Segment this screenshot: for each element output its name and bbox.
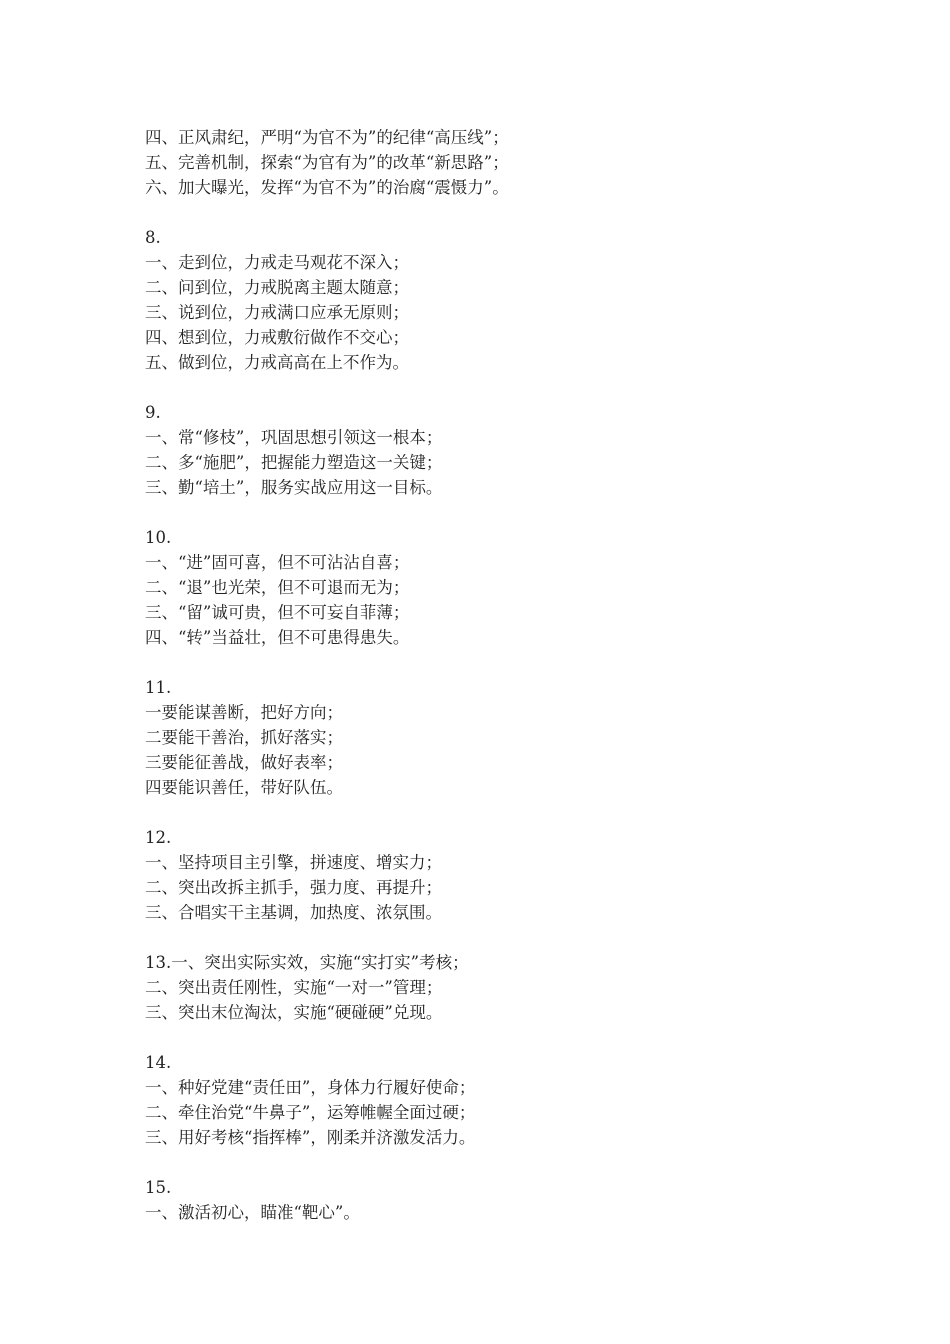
paragraph-spacer [145,375,845,400]
text-line: 一要能谋善断，把好方向； [145,703,343,722]
text-block [145,950,845,1025]
text-line: 9. [145,403,161,422]
text-block [145,1050,845,1150]
text-line: 三要能征善战，做好表率； [145,753,343,772]
text-line: 15. [145,1178,172,1197]
text-block [145,825,845,925]
text-block [145,225,845,375]
paragraph-spacer [145,500,845,525]
text-line: 三、用好考核“指挥棒”，刚柔并济激发活力。 [145,1128,476,1147]
text-line: 12. [145,828,172,847]
text-line: 四、“转”当益壮，但不可患得患失。 [145,628,410,647]
text-line: 四、想到位，力戒敷衍做作不交心； [145,328,409,347]
document-body [145,125,845,1225]
text-line: 一、“进”固可喜，但不可沾沾自喜； [145,553,410,572]
paragraph-spacer [145,650,845,675]
text-block [145,675,845,800]
text-line: 三、突出末位淘汰，实施“硬碰硬”兑现。 [145,1003,443,1022]
text-line: 四要能识善任，带好队伍。 [145,778,343,797]
text-line: 14. [145,1053,172,1072]
text-line: 11. [145,678,172,697]
text-line: 三、勤“培土”，服务实战应用这一目标。 [145,478,443,497]
text-line: 三、合唱实干主基调，加热度、浓氛围。 [145,903,442,922]
text-line: 一、常“修枝”，巩固思想引领这一根本； [145,428,443,447]
text-line: 二、“退”也光荣，但不可退而无为； [145,578,410,597]
text-line: 三、说到位，力戒满口应承无原则； [145,303,409,322]
text-line: 二、多“施肥”，把握能力塑造这一关键； [145,453,443,472]
text-line: 10. [145,528,172,547]
text-block [145,525,845,650]
paragraph-spacer [145,1025,845,1050]
text-line: 二要能干善治，抓好落实； [145,728,343,747]
paragraph-spacer [145,200,845,225]
text-line: 一、坚持项目主引擎，拼速度、增实力； [145,853,442,872]
paragraph-spacer [145,800,845,825]
text-block [145,400,845,500]
text-line: 四、正风肃纪，严明“为官不为”的纪律“高压线”； [145,128,509,147]
text-line: 二、问到位，力戒脱离主题太随意； [145,278,409,297]
paragraph-spacer [145,1150,845,1175]
text-block [145,125,845,200]
text-line: 8. [145,228,161,247]
text-line: 五、完善机制，探索“为官有为”的改革“新思路”； [145,153,509,172]
text-line: 三、“留”诚可贵，但不可妄自菲薄； [145,603,410,622]
text-line: 二、突出改拆主抓手，强力度、再提升； [145,878,442,897]
text-line: 一、种好党建“责任田”，身体力行履好使命； [145,1078,476,1097]
text-line: 六、加大曝光，发挥“为官不为”的治腐“震慑力”。 [145,178,509,197]
text-line: 一、激活初心，瞄准“靶心”。 [145,1203,360,1222]
text-line: 一、走到位，力戒走马观花不深入； [145,253,409,272]
text-line: 二、突出责任刚性，实施“一对一”管理； [145,978,443,997]
text-line: 13.一、突出实际实效，实施“实打实”考核； [145,953,469,972]
text-line: 二、牵住治党“牛鼻子”，运筹帷幄全面过硬； [145,1103,476,1122]
text-line: 五、做到位，力戒高高在上不作为。 [145,353,409,372]
paragraph-spacer [145,925,845,950]
text-block [145,1175,845,1225]
